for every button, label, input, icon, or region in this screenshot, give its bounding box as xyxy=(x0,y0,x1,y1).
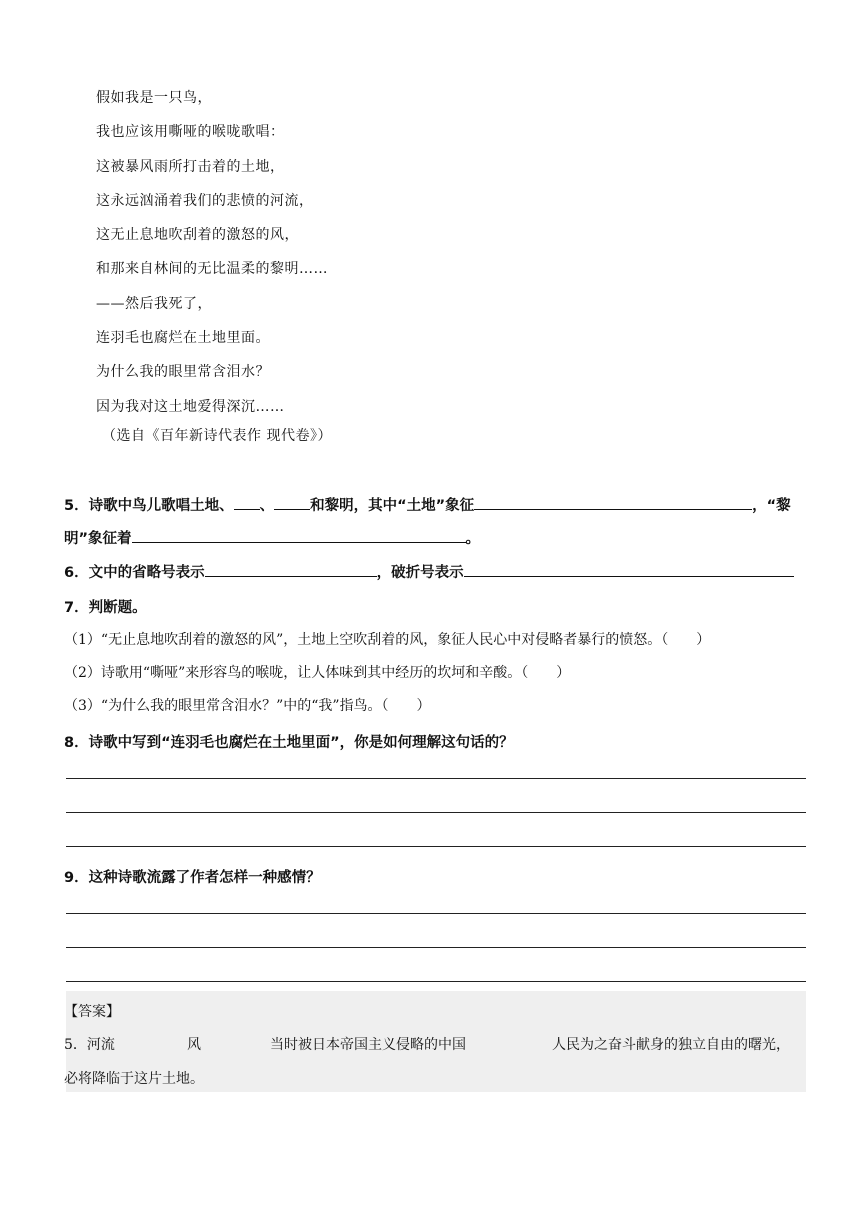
poem-source: （选自《百年新诗代表作 现代卷》） xyxy=(102,428,332,444)
question-5-text: 明”象征着 xyxy=(64,531,132,547)
question-6 xyxy=(64,561,794,582)
answer-line[interactable] xyxy=(66,913,806,914)
answer-blank[interactable] xyxy=(132,528,466,543)
question-5-line-2 xyxy=(64,527,480,548)
question-5-text: ，“黎 xyxy=(752,498,791,514)
question-7-title: 7．判断题。 xyxy=(64,600,147,616)
question-6-text: 6．文中的省略号表示 xyxy=(64,565,205,581)
question-6-text: ，破折号表示 xyxy=(376,565,464,581)
answer-line[interactable] xyxy=(66,947,806,948)
poem-line: 假如我是一只鸟， xyxy=(96,90,212,106)
poem-line: 因为我对这土地爱得深沉…… xyxy=(96,398,285,415)
question-8-title: 8．诗歌中写到“连羽毛也腐烂在土地里面”，你是如何理解这句话的？ xyxy=(64,735,514,751)
poem-line: 这永远汹涌着我们的悲愤的河流， xyxy=(96,192,314,209)
judgement-item-3: （3）“为什么我的眼里常含泪水？”中的“我”指鸟。（ ） xyxy=(64,698,431,714)
poem-line: 和那来自林间的无比温柔的黎明…… xyxy=(96,261,328,278)
answer-text: 人民为之奋斗献身的独立自由的曙光， xyxy=(552,1037,790,1053)
answer-text: 必将降临于这片土地。 xyxy=(64,1071,204,1087)
question-5-line-1 xyxy=(64,494,791,515)
question-5-text: 和黎明，其中“土地”象征 xyxy=(310,498,475,514)
poem-line: 为什么我的眼里常含泪水？ xyxy=(96,364,270,381)
poem xyxy=(96,88,328,431)
answer-blank[interactable] xyxy=(205,562,377,577)
question-5-text: 。 xyxy=(465,531,481,547)
judgement-item-1: （1）“无止息地吹刮着的激怒的风”，土地上空吹刮着的风，象征人民心中对侵略者暴行的愤怒。（ ） xyxy=(64,632,711,648)
answer-line[interactable] xyxy=(66,981,806,982)
poem-line: 这无止息地吹刮着的激怒的风， xyxy=(96,227,299,244)
answer-blank[interactable] xyxy=(234,495,260,510)
judgement-item-2: （2）诗歌用“嘶哑”来形容鸟的喉咙，让人体味到其中经历的坎坷和辛酸。（ ） xyxy=(64,665,571,681)
answer-line[interactable] xyxy=(66,812,806,813)
question-9-title: 9．这种诗歌流露了作者怎样一种感情？ xyxy=(64,870,321,886)
answer-line[interactable] xyxy=(66,846,806,847)
poem-line: 连羽毛也腐烂在土地里面。 xyxy=(96,330,270,347)
answer-text: 风 xyxy=(187,1037,201,1053)
answer-blank[interactable] xyxy=(274,495,310,510)
poem-line: ——然后我死了， xyxy=(96,295,212,312)
answer-heading: 【答案】 xyxy=(64,1004,120,1020)
poem-line: 这被暴风雨所打击着的土地， xyxy=(96,158,285,175)
answer-text: 当时被日本帝国主义侵略的中国 xyxy=(270,1037,466,1053)
question-5-text: 5．诗歌中鸟儿歌唱土地、 xyxy=(64,498,234,514)
answer-blank[interactable] xyxy=(474,495,752,510)
answer-text: 5．河流 xyxy=(64,1037,115,1053)
separator: 、 xyxy=(259,498,275,514)
poem-line: 我也应该用嘶哑的喉咙歌唱： xyxy=(96,124,285,141)
answer-blank[interactable] xyxy=(464,562,794,577)
answer-line[interactable] xyxy=(66,778,806,779)
